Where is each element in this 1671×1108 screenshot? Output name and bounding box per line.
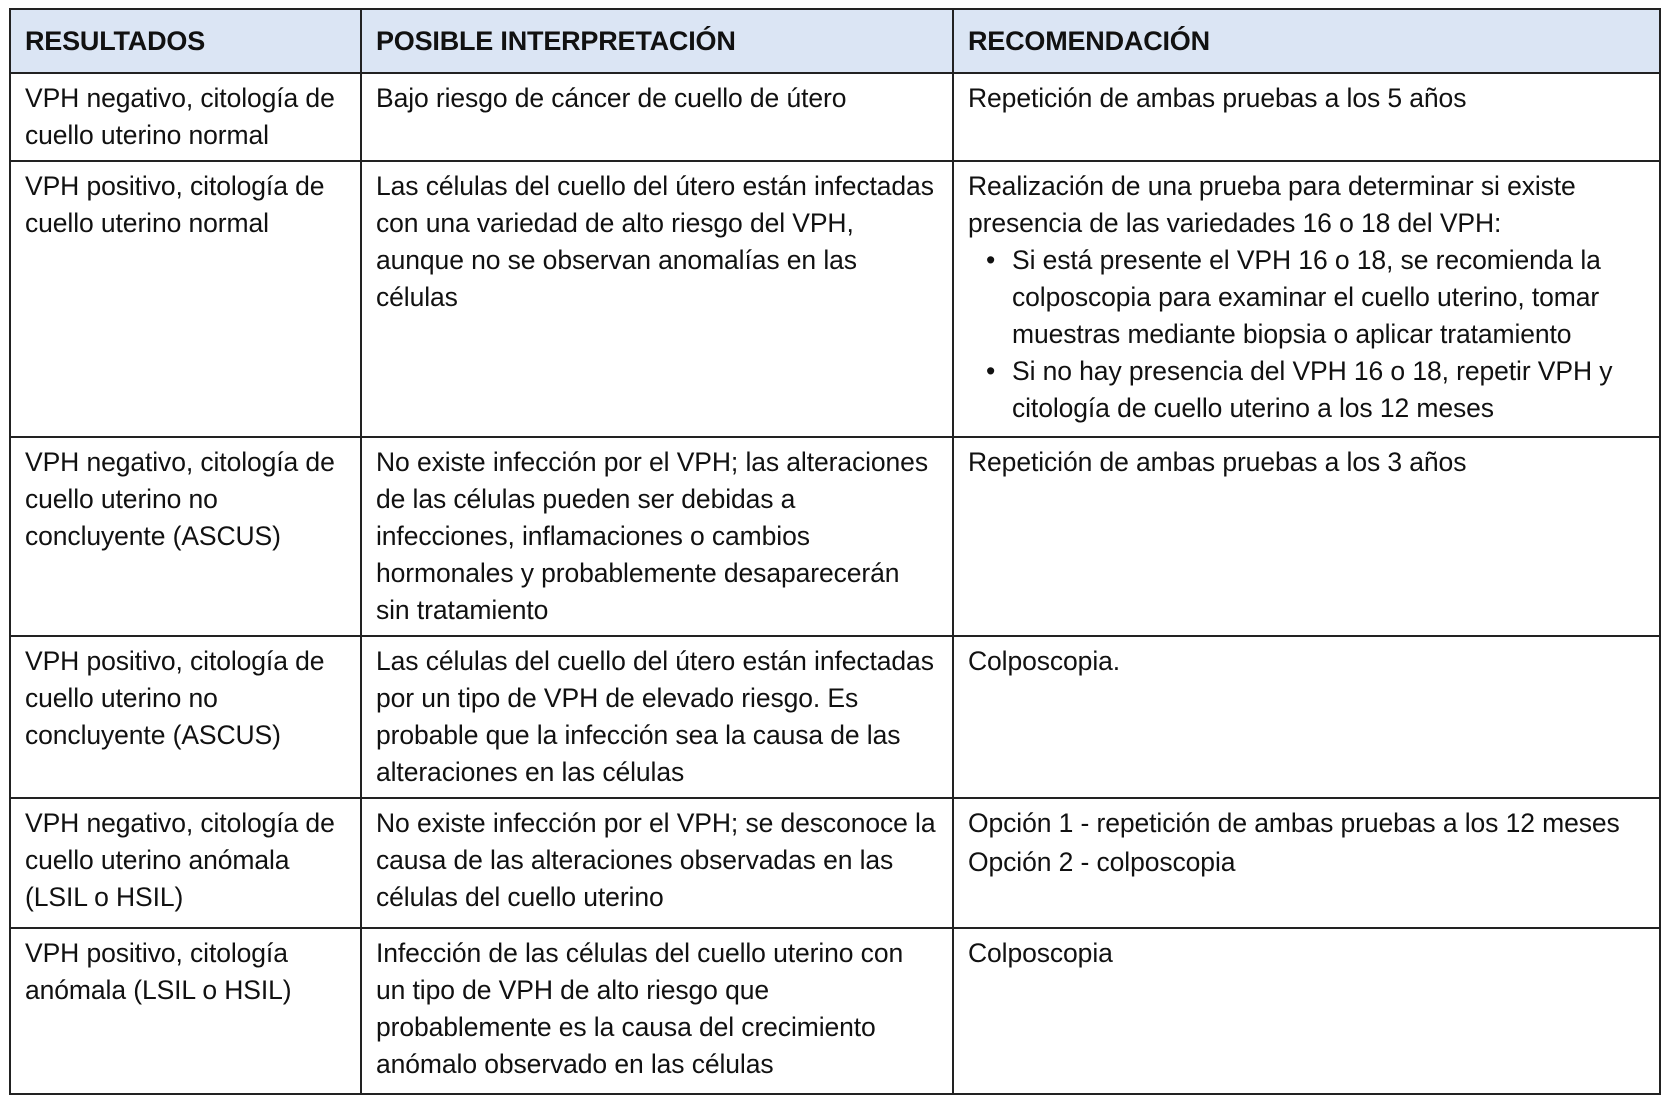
cell-interpretacion: No existe infección por el VPH; las alteraciones de las células pueden ser debidas a infecciones, inflamaciones o cambios hormonales y probablemente desaparecerán sin tratamiento <box>361 437 953 636</box>
table-row <box>10 161 1660 437</box>
cell-resultado: VPH positivo, citología de cuello uterino no concluyente (ASCUS) <box>10 636 361 798</box>
table-row <box>10 437 1660 636</box>
recomendacion-bullet-list <box>968 242 1645 427</box>
cell-recomendacion <box>953 798 1660 928</box>
bullet-text: Si está presente el VPH 16 o 18, se recomienda la colposcopia para examinar el cuello uterino, tomar muestras mediante biopsia o aplicar tratamiento <box>1012 245 1601 349</box>
cell-interpretacion: Las células del cuello del útero están infectadas por un tipo de VPH de elevado riesgo. Es probable que la infección sea la causa de las alteraciones en las células <box>361 636 953 798</box>
cell-interpretacion: Las células del cuello del útero están infectadas con una variedad de alto riesgo del VPH, aunque no se observan anomalías en las células <box>361 161 953 437</box>
list-item <box>986 353 1645 427</box>
bullet-icon: • <box>986 245 996 275</box>
list-item <box>986 242 1645 353</box>
cell-interpretacion: Bajo riesgo de cáncer de cuello de útero <box>361 73 953 161</box>
cell-resultado: VPH negativo, citología de cuello uterino normal <box>10 73 361 161</box>
cell-interpretacion: No existe infección por el VPH; se desconoce la causa de las alteraciones observadas en las células del cuello uterino <box>361 798 953 928</box>
cell-recomendacion <box>953 161 1660 437</box>
header-resultados: RESULTADOS <box>10 9 361 73</box>
table-row <box>10 928 1660 1094</box>
cell-resultado: VPH positivo, citología de cuello uterino normal <box>10 161 361 437</box>
bullet-text: Si no hay presencia del VPH 16 o 18, repetir VPH y citología de cuello uterino a los 12 meses <box>1012 356 1613 423</box>
cell-interpretacion: Infección de las células del cuello uterino con un tipo de VPH de alto riesgo que probablemente es la causa del crecimiento anómalo observado en las células <box>361 928 953 1094</box>
cell-resultado: VPH positivo, citología anómala (LSIL o HSIL) <box>10 928 361 1094</box>
recomendacion-opcion-1: Opción 1 - repetición de ambas pruebas a los 12 meses <box>968 808 1620 838</box>
results-table-container <box>9 8 1659 1095</box>
cell-resultado: VPH negativo, citología de cuello uterino no concluyente (ASCUS) <box>10 437 361 636</box>
header-posible-interpretacion: POSIBLE INTERPRETACIÓN <box>361 9 953 73</box>
table-row <box>10 798 1660 928</box>
table-header-row <box>10 9 1660 73</box>
recomendacion-intro: Realización de una prueba para determinar si existe presencia de las variedades 16 o 18 del VPH: <box>968 171 1576 238</box>
recomendacion-opcion-2: Opción 2 - colposcopia <box>968 847 1236 877</box>
table-row <box>10 636 1660 798</box>
header-recomendacion: RECOMENDACIÓN <box>953 9 1660 73</box>
results-table <box>9 8 1661 1095</box>
cell-recomendacion: Colposcopia <box>953 928 1660 1094</box>
table-row <box>10 73 1660 161</box>
cell-recomendacion: Repetición de ambas pruebas a los 3 años <box>953 437 1660 636</box>
bullet-icon: • <box>986 356 996 386</box>
cell-resultado: VPH negativo, citología de cuello uterino anómala (LSIL o HSIL) <box>10 798 361 928</box>
cell-recomendacion: Repetición de ambas pruebas a los 5 años <box>953 73 1660 161</box>
cell-recomendacion: Colposcopia. <box>953 636 1660 798</box>
